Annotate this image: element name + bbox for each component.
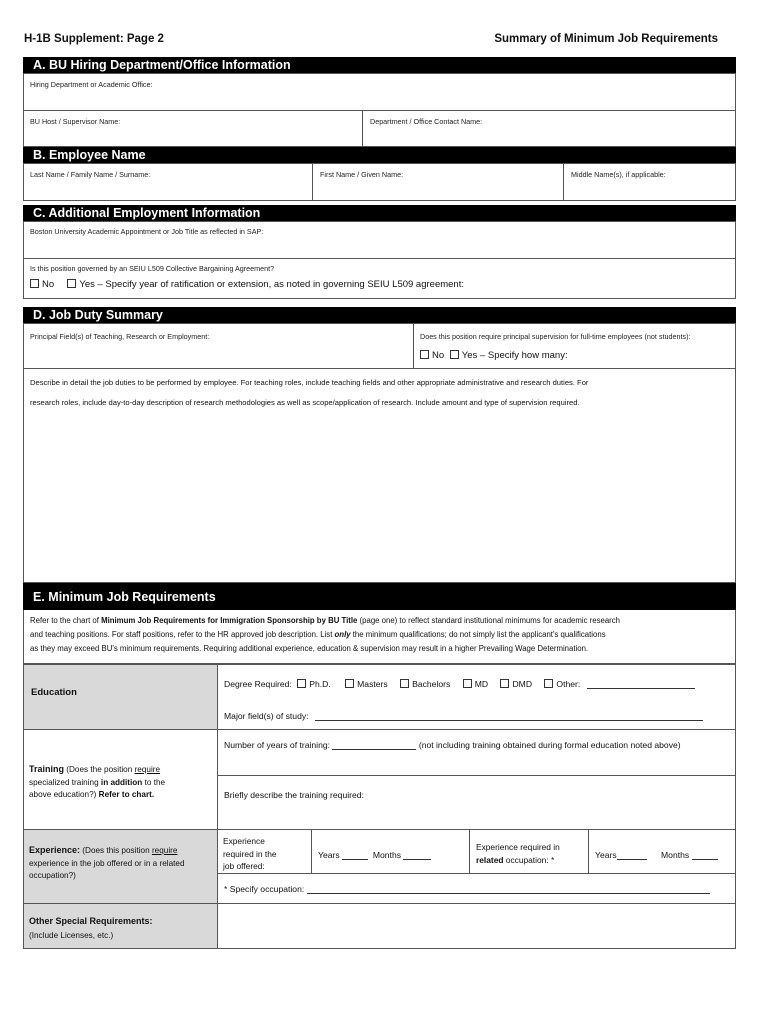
section-c-title: C. Additional Employment Information [23, 205, 736, 221]
job-duties-field[interactable] [23, 368, 736, 583]
section-d-title: D. Job Duty Summary [23, 307, 736, 323]
field-supervision-row [23, 323, 736, 369]
phd-label: Ph.D. [309, 679, 331, 689]
major-row [224, 711, 703, 721]
divider [217, 775, 736, 776]
seiu-yes-label: Yes – Specify year of ratification or extension, as noted in governing SEIU L509 agreement: [79, 279, 464, 290]
sup-yes-label: Yes – Specify how many: [461, 350, 568, 361]
years-training-input[interactable] [332, 741, 416, 750]
occupation-input[interactable] [307, 885, 710, 894]
related-months-input[interactable] [692, 851, 718, 860]
sup-yes-checkbox[interactable] [450, 350, 459, 359]
describe-training-label: Briefly describe the training required: [224, 790, 364, 800]
host-label: BU Host / Supervisor Name: [30, 117, 121, 126]
masters-label: Masters [357, 679, 388, 689]
masters-checkbox[interactable] [345, 679, 354, 688]
contact-label: Department / Office Contact Name: [370, 117, 483, 126]
specify-occupation-row [224, 884, 710, 894]
degree-options [224, 679, 695, 689]
other-requirements-label: Other Special Requirements: [29, 916, 153, 926]
divider [217, 729, 218, 830]
years-label: Years [595, 850, 617, 860]
describe-line-1: Describe in detail the job duties to be performed by employee. For teaching roles, include teaching fields and other appropriate administrative and research duties. For [30, 378, 589, 387]
divider [311, 829, 312, 873]
supervision-options [420, 350, 568, 361]
exp-related-label: Experience required in related occupation: * [476, 842, 560, 865]
years-label: Years [318, 850, 340, 860]
seiu-no-label: No [42, 279, 55, 290]
seiu-options [30, 279, 464, 290]
divider [217, 829, 218, 904]
years-training-row [224, 740, 681, 750]
employee-name-row [23, 163, 736, 201]
years-training-note: (not including training obtained during formal education noted above) [418, 740, 681, 750]
exp-related-duration [595, 850, 718, 860]
divider [588, 829, 589, 873]
specify-occupation-label: * Specify occupation: [224, 884, 305, 894]
principal-field-label: Principal Field(s) of Teaching, Research or Employment: [30, 332, 210, 341]
phd-checkbox[interactable] [297, 679, 306, 688]
divider [362, 111, 363, 146]
training-label: Training (Does the position require specialized training in addition to the above education?) Refer to chart. [29, 764, 166, 799]
supervision-label: Does this position require principal supervision for full-time employees (not students): [420, 332, 691, 341]
divider [469, 829, 470, 873]
page-header-left: H-1B Supplement: Page 2 [24, 33, 164, 45]
hiring-dept-field[interactable] [23, 73, 736, 111]
page-header-right: Summary of Minimum Job Requirements [494, 33, 718, 45]
bachelors-label: Bachelors [412, 679, 451, 689]
middle-name-label: Middle Name(s), if applicable: [571, 170, 666, 179]
other-degree-input[interactable] [587, 680, 695, 689]
exp-job-duration [318, 850, 431, 860]
job-title-label: Boston University Academic Appointment or Job Title as reflected in SAP: [30, 227, 264, 236]
intro-line-2: and teaching positions. For staff positions, refer to the HR approved job description. List only the minimum qualifications; do not simply list the applicant's qualifications [30, 630, 606, 639]
degree-required-label: Degree Required: [224, 679, 292, 689]
dmd-checkbox[interactable] [500, 679, 509, 688]
seiu-no-checkbox[interactable] [30, 279, 39, 288]
hiring-dept-label: Hiring Department or Academic Office: [30, 80, 153, 89]
md-checkbox[interactable] [463, 679, 472, 688]
major-input[interactable] [315, 712, 703, 721]
section-b-title: B. Employee Name [23, 147, 736, 163]
divider [217, 873, 736, 874]
last-name-label: Last Name / Family Name / Surname: [30, 170, 151, 179]
divider [217, 903, 218, 949]
first-name-label: First Name / Given Name: [320, 170, 404, 179]
section-e-title: E. Minimum Job Requirements [23, 583, 736, 610]
seiu-label: Is this position governed by an SEIU L509 Collective Bargaining Agreement? [30, 264, 275, 273]
experience-label: Experience: (Does this position require experience in the job offered or in a related occupation?) [29, 845, 185, 880]
seiu-yes-checkbox[interactable] [67, 279, 76, 288]
exp-job-label: Experience required in the job offered: [223, 836, 277, 871]
years-training-label: Number of years of training: [224, 740, 331, 750]
md-label: MD [474, 679, 489, 689]
job-title-field[interactable] [23, 221, 736, 259]
divider [413, 324, 414, 368]
host-contact-row [23, 110, 736, 147]
seiu-row [23, 258, 736, 299]
related-years-input[interactable] [617, 851, 647, 860]
other-checkbox[interactable] [544, 679, 553, 688]
other-label: Other: [556, 679, 581, 689]
bachelors-checkbox[interactable] [400, 679, 409, 688]
dmd-label: DMD [512, 679, 533, 689]
requirements-intro [23, 610, 736, 664]
intro-line-3: as they may exceed BU's minimum requirements. Requiring additional experience, education & supervision may result in a higher Prevailing Wage Determination. [30, 644, 589, 653]
exp-years-input[interactable] [342, 851, 368, 860]
divider [312, 164, 313, 200]
months-label: Months [661, 850, 690, 860]
describe-line-2: research roles, include day-to-day description of research methodologies as well as scope/application of research. Include amount and type of supervision required. [30, 398, 580, 407]
sup-no-checkbox[interactable] [420, 350, 429, 359]
divider [217, 664, 218, 730]
divider [563, 164, 564, 200]
sup-no-label: No [432, 350, 445, 361]
other-requirements-sub: (Include Licenses, etc.) [29, 931, 114, 940]
section-a-title: A. BU Hiring Department/Office Information [23, 57, 736, 73]
education-label: Education [31, 687, 77, 698]
intro-line-1: Refer to the chart of Minimum Job Requirements for Immigration Sponsorship by BU Title (page one) to reflect standard institutional minimums for academic research [30, 616, 621, 625]
exp-months-input[interactable] [403, 851, 431, 860]
months-label: Months [372, 850, 402, 860]
major-label: Major field(s) of study: [224, 711, 309, 721]
other-label-cell [24, 904, 217, 948]
